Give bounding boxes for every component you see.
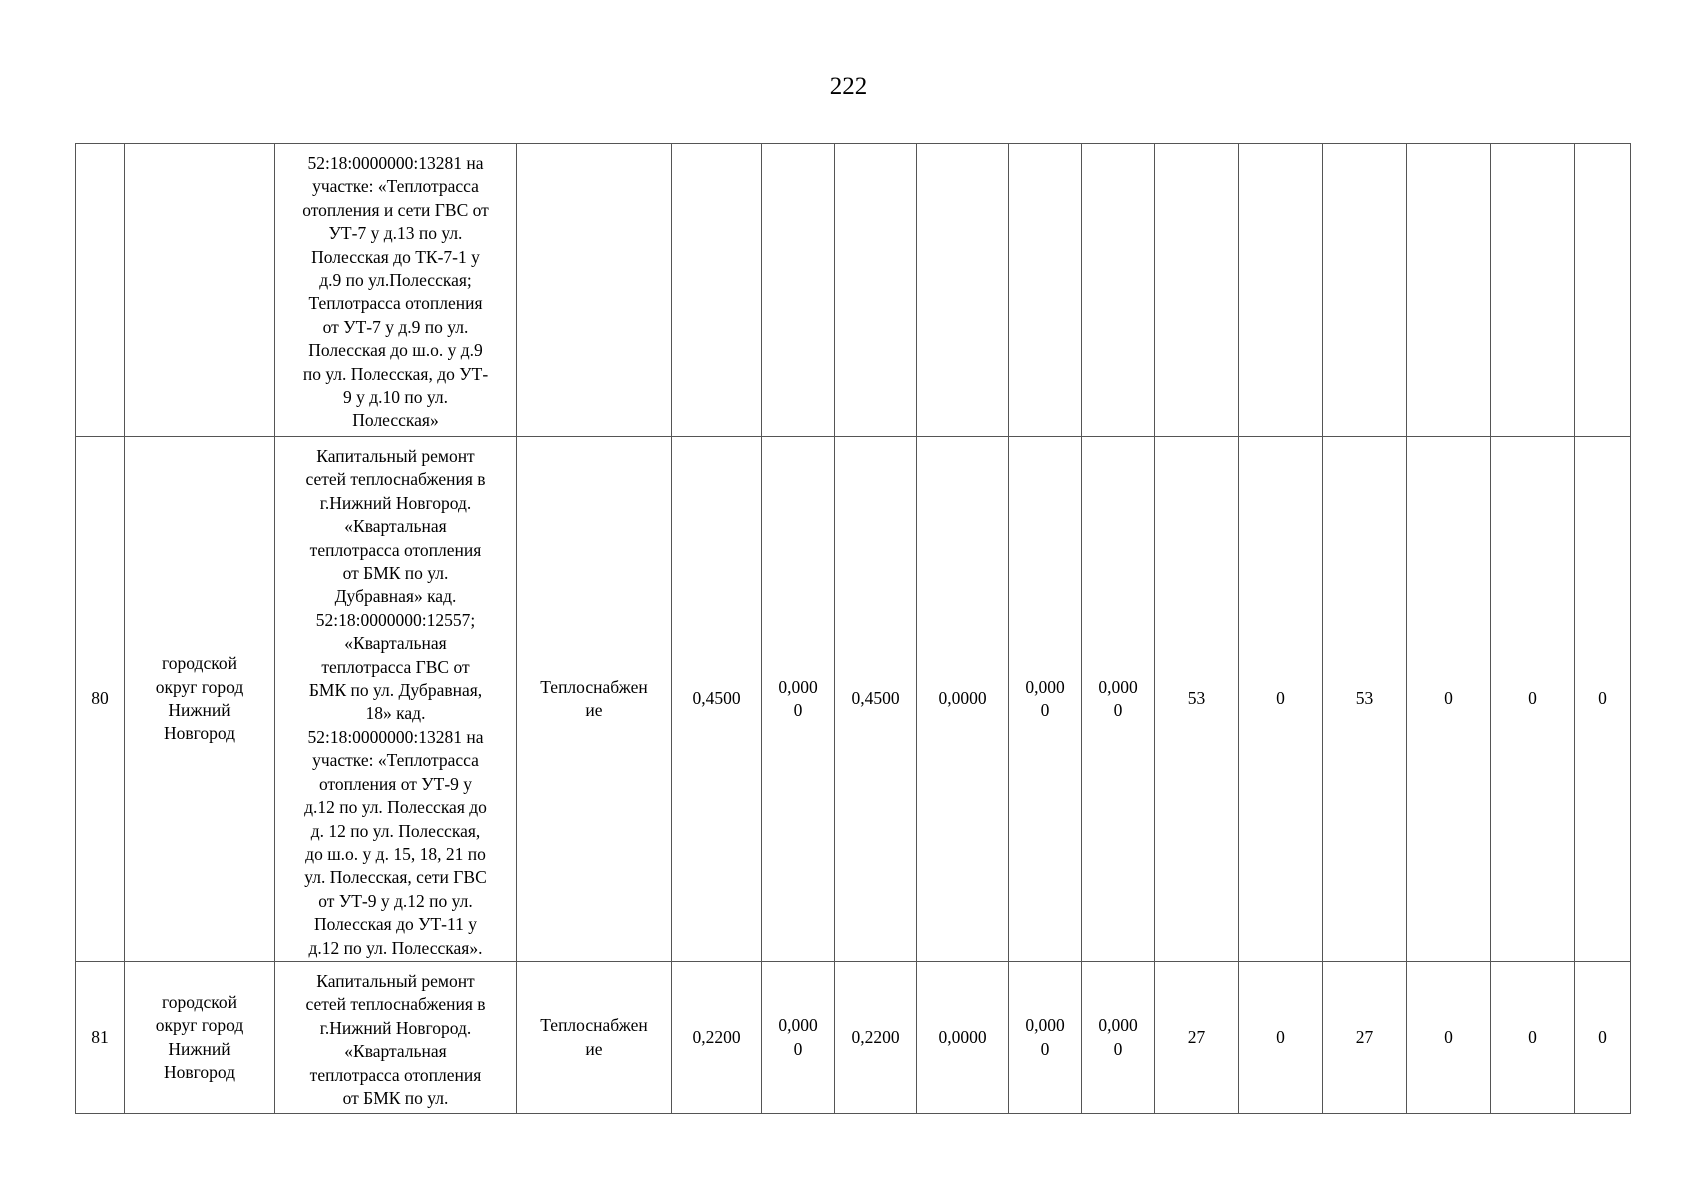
cell-line: сетей теплоснабжения в <box>305 469 486 490</box>
description-cell <box>275 962 517 1114</box>
cell-line: УТ-7 у д.13 по ул. <box>328 223 463 244</box>
description-cell <box>275 144 517 437</box>
value-cell <box>1082 437 1155 962</box>
cell-line: 0,4500 <box>851 688 900 709</box>
cell-line: Нижний <box>168 1038 231 1059</box>
cell-line: ие <box>585 700 603 720</box>
cell-line: сетей теплоснабжения в <box>305 994 486 1015</box>
cell-line: ул. Полесская, сети ГВС <box>304 867 487 888</box>
description-cell <box>275 437 517 962</box>
cell-line: Новгород <box>163 723 236 744</box>
cell-line: Полесская до УТ-11 у <box>314 914 477 935</box>
count-cell <box>1407 144 1491 437</box>
cell-line: Теплоснабжен <box>540 1015 648 1036</box>
cell-line: «Квартальная <box>344 1041 447 1062</box>
cell-line: 52:18:0000000:13281 на <box>307 726 484 747</box>
value-cell <box>917 962 1009 1114</box>
cell-line: теплотрасса отопления <box>309 539 482 560</box>
table-row <box>76 144 1631 437</box>
value-cell <box>672 144 762 437</box>
type-cell <box>517 962 672 1114</box>
municipality-cell <box>125 144 275 437</box>
cell-line: от БМК по ул. <box>342 1088 449 1109</box>
cell-line: 0 <box>1113 700 1123 720</box>
cell-line: 0,2200 <box>692 1026 741 1047</box>
cell-line: 0 <box>1040 700 1050 720</box>
count-cell: 0 <box>1407 962 1491 1114</box>
cell-line: ие <box>585 1038 603 1059</box>
count-cell: 53 <box>1323 437 1407 962</box>
cell-line: Полесская» <box>352 410 439 431</box>
cell-line: д.9 по ул.Полесская; <box>319 270 472 291</box>
cell-line: 0 <box>793 1038 803 1059</box>
cell-line: от БМК по ул. <box>342 563 449 584</box>
municipality-cell <box>125 437 275 962</box>
cell-line: Теплоснабжен <box>540 676 648 697</box>
count-cell <box>1239 144 1323 437</box>
value-cell <box>762 144 835 437</box>
cell-line: до ш.о. у д. 15, 18, 21 по <box>305 843 486 864</box>
cell-line: д. 12 по ул. Полесская, <box>310 820 481 841</box>
cell-line: 0 <box>1113 1038 1123 1059</box>
cell-line: БМК по ул. Дубравная, <box>308 680 483 701</box>
cell-line: отопления и сети ГВС от <box>302 199 489 220</box>
cell-line: 0 <box>793 700 803 720</box>
cell-line: теплотрасса ГВС от <box>321 656 470 677</box>
value-cell <box>835 437 917 962</box>
count-cell: 0 <box>1491 962 1575 1114</box>
value-cell <box>917 437 1009 962</box>
cell-line: от УТ-9 у д.12 по ул. <box>318 890 473 911</box>
value-cell <box>1082 962 1155 1114</box>
cell-line: участке: «Теплотрасса <box>312 750 479 771</box>
cell-line: 0,2200 <box>851 1026 900 1047</box>
cell-line: теплотрасса отопления <box>309 1064 482 1085</box>
row-number: 80 <box>76 437 125 962</box>
cell-line: Нижний <box>168 700 231 720</box>
cell-line: округ город <box>155 676 244 697</box>
value-cell <box>672 437 762 962</box>
cell-line: г.Нижний Новгород. <box>319 492 472 513</box>
value-cell <box>917 144 1009 437</box>
value-cell <box>762 962 835 1114</box>
row-number <box>76 144 125 437</box>
cell-line: «Квартальная <box>344 516 447 537</box>
row-number: 81 <box>76 962 125 1114</box>
cell-line: 52:18:0000000:13281 на <box>307 153 484 173</box>
cell-line: «Квартальная <box>344 633 447 654</box>
cell-line: 0,000 <box>778 1015 818 1036</box>
count-cell: 53 <box>1155 437 1239 962</box>
cell-line: Дубравная» кад. <box>334 586 457 607</box>
count-cell: 0 <box>1575 437 1631 962</box>
count-cell: 0 <box>1239 437 1323 962</box>
data-table <box>75 143 1631 1114</box>
count-cell <box>1491 144 1575 437</box>
cell-line: Полесская до ТК-7-1 у <box>311 246 480 267</box>
value-cell <box>1009 437 1082 962</box>
cell-line: 0,0000 <box>938 1026 987 1047</box>
cell-line: округ город <box>155 1015 244 1036</box>
count-cell: 0 <box>1491 437 1575 962</box>
municipality-cell <box>125 962 275 1114</box>
cell-line: от УТ-7 у д.9 по ул. <box>322 316 469 337</box>
cell-line: 0,000 <box>1098 676 1138 697</box>
value-cell <box>835 144 917 437</box>
count-cell: 27 <box>1155 962 1239 1114</box>
cell-line: 0,4500 <box>692 688 741 709</box>
value-cell <box>835 962 917 1114</box>
count-cell: 0 <box>1407 437 1491 962</box>
cell-line: отопления от УТ-9 у <box>318 773 473 794</box>
cell-line: Капитальный ремонт <box>316 971 475 991</box>
table-row <box>76 962 1631 1114</box>
value-cell <box>1009 144 1082 437</box>
cell-line: д.12 по ул. Полесская». <box>308 937 483 958</box>
count-cell: 0 <box>1575 962 1631 1114</box>
table-row <box>76 437 1631 962</box>
count-cell <box>1323 144 1407 437</box>
value-cell <box>672 962 762 1114</box>
cell-line: 9 у д.10 по ул. <box>343 387 448 408</box>
count-cell: 27 <box>1323 962 1407 1114</box>
cell-line: Новгород <box>163 1061 236 1082</box>
cell-line: городской <box>162 653 237 674</box>
cell-line: 0,0000 <box>938 688 987 709</box>
value-cell <box>1009 962 1082 1114</box>
cell-line: г.Нижний Новгород. <box>319 1017 472 1038</box>
cell-line: Полесская до ш.о. у д.9 <box>308 340 483 361</box>
type-cell <box>517 144 672 437</box>
cell-line: Теплотрасса отопления <box>308 293 483 314</box>
count-cell: 0 <box>1239 962 1323 1114</box>
cell-line: Капитальный ремонт <box>316 446 475 466</box>
cell-line: 0,000 <box>1098 1015 1138 1036</box>
value-cell <box>762 437 835 962</box>
cell-line: д.12 по ул. Полесская до <box>304 797 487 818</box>
cell-line: 18» кад. <box>365 703 426 724</box>
type-cell <box>517 437 672 962</box>
page-number: 222 <box>829 73 868 100</box>
cell-line: 0 <box>1040 1038 1050 1059</box>
count-cell <box>1155 144 1239 437</box>
cell-line: 0,000 <box>1025 1015 1065 1036</box>
cell-line: 0,000 <box>778 676 818 697</box>
cell-line: по ул. Полесская, до УТ- <box>302 363 489 384</box>
count-cell <box>1575 144 1631 437</box>
cell-line: городской <box>162 991 237 1012</box>
cell-line: участке: «Теплотрасса <box>312 176 479 197</box>
cell-line: 0,000 <box>1025 676 1065 697</box>
value-cell <box>1082 144 1155 437</box>
cell-line: 52:18:0000000:12557; <box>315 609 476 630</box>
